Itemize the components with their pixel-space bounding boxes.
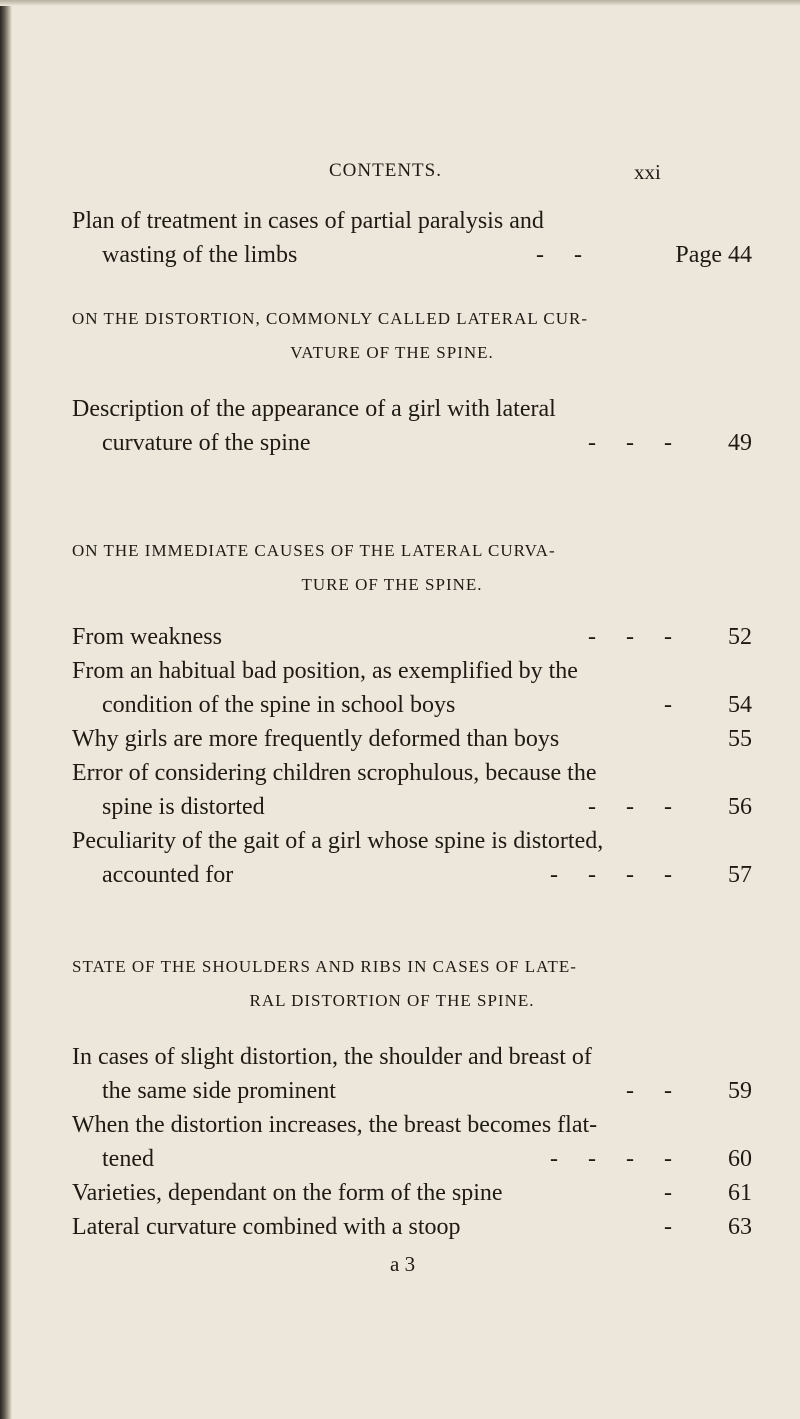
signature-mark: a 3	[390, 1252, 416, 1276]
section-heading-text: ON THE DISTORTION, COMMONLY CALLED LATERAL CUR-	[72, 309, 589, 328]
toc-entry-text: the same side prominent	[102, 1078, 336, 1104]
toc-page-number: 56	[728, 794, 752, 820]
toc-page-number: Page 44	[675, 242, 752, 268]
toc-entry	[72, 722, 752, 756]
section-heading-text: RAL DISTORTION OF THE SPINE.	[249, 991, 535, 1010]
toc-entry	[72, 620, 752, 654]
toc-page-number: 57	[728, 862, 752, 888]
toc-page-number: 49	[728, 430, 752, 456]
leader-dashes: - - -	[588, 624, 672, 650]
toc-entry-text: Why girls are more frequently deformed than boys	[72, 726, 560, 752]
toc-entry	[72, 1210, 752, 1244]
leader-dashes: -	[664, 692, 672, 718]
toc-entry	[72, 204, 752, 272]
toc-entry-text: Error of considering children scrophulous, because the	[72, 760, 597, 786]
toc-page-number: 52	[728, 624, 752, 650]
toc-entry	[72, 824, 752, 892]
toc-entry-text: condition of the spine in school boys	[102, 692, 456, 718]
toc-entry	[72, 1176, 752, 1210]
toc-entry-text: tened	[102, 1146, 154, 1172]
leader-dashes: - - - -	[550, 1146, 672, 1172]
toc-entry-text: spine is distorted	[102, 794, 265, 820]
section-heading-text: STATE OF THE SHOULDERS AND RIBS IN CASES OF LATE-	[72, 957, 577, 976]
toc-page-number: 63	[728, 1214, 752, 1240]
page-top-edge	[0, 0, 800, 6]
leader-dashes: - - -	[588, 430, 672, 456]
toc-page-number: 60	[728, 1146, 752, 1172]
section-heading	[72, 302, 752, 370]
toc-entry-text: From weakness	[72, 624, 222, 650]
toc-entry-text: Lateral curvature combined with a stoop	[72, 1214, 461, 1240]
page-folio: xxi	[634, 160, 661, 184]
toc-entry-text: When the distortion increases, the breast becomes flat-	[72, 1112, 598, 1138]
toc-entry-text: In cases of slight distortion, the shoulder and breast of	[72, 1044, 592, 1070]
page-header	[0, 160, 800, 190]
leader-dashes: - - -	[588, 794, 672, 820]
toc-entry-text: From an habitual bad position, as exemplified by the	[72, 658, 578, 684]
toc-entry-text: Plan of treatment in cases of partial paralysis and	[72, 208, 544, 234]
section-heading-text: TURE OF THE SPINE.	[301, 575, 483, 594]
toc-entry	[72, 1108, 752, 1176]
toc-entry	[72, 392, 752, 460]
page-binding-edge	[0, 0, 12, 1419]
section-heading	[72, 534, 752, 602]
toc-page-number: 61	[728, 1180, 752, 1206]
section-heading-text: ON THE IMMEDIATE CAUSES OF THE LATERAL CURVA-	[72, 541, 556, 560]
leader-dashes: -	[664, 1180, 672, 1206]
toc-page-number: 55	[728, 726, 752, 752]
leader-dashes: - -	[536, 242, 582, 268]
toc-entry	[72, 1040, 752, 1108]
toc-entry	[72, 654, 752, 722]
section-heading-text: VATURE OF THE SPINE.	[290, 343, 494, 362]
toc-page-number: 59	[728, 1078, 752, 1104]
toc-entry-text: Peculiarity of the gait of a girl whose spine is distorted,	[72, 828, 604, 854]
toc-entry	[72, 756, 752, 824]
leader-dashes: - - - -	[550, 862, 672, 888]
toc-entry-text: Varieties, dependant on the form of the spine	[72, 1180, 503, 1206]
toc-page-number: 54	[728, 692, 752, 718]
leader-dashes: - -	[626, 1078, 672, 1104]
toc-entry-text: wasting of the limbs	[102, 242, 298, 268]
toc-entry-text: curvature of the spine	[102, 430, 311, 456]
leader-dashes: -	[664, 1214, 672, 1240]
running-title: CONTENTS.	[329, 160, 442, 181]
section-heading	[72, 950, 752, 1018]
toc-entry-text: accounted for	[102, 862, 234, 888]
toc-entry-text: Description of the appearance of a girl with lateral	[72, 396, 556, 422]
